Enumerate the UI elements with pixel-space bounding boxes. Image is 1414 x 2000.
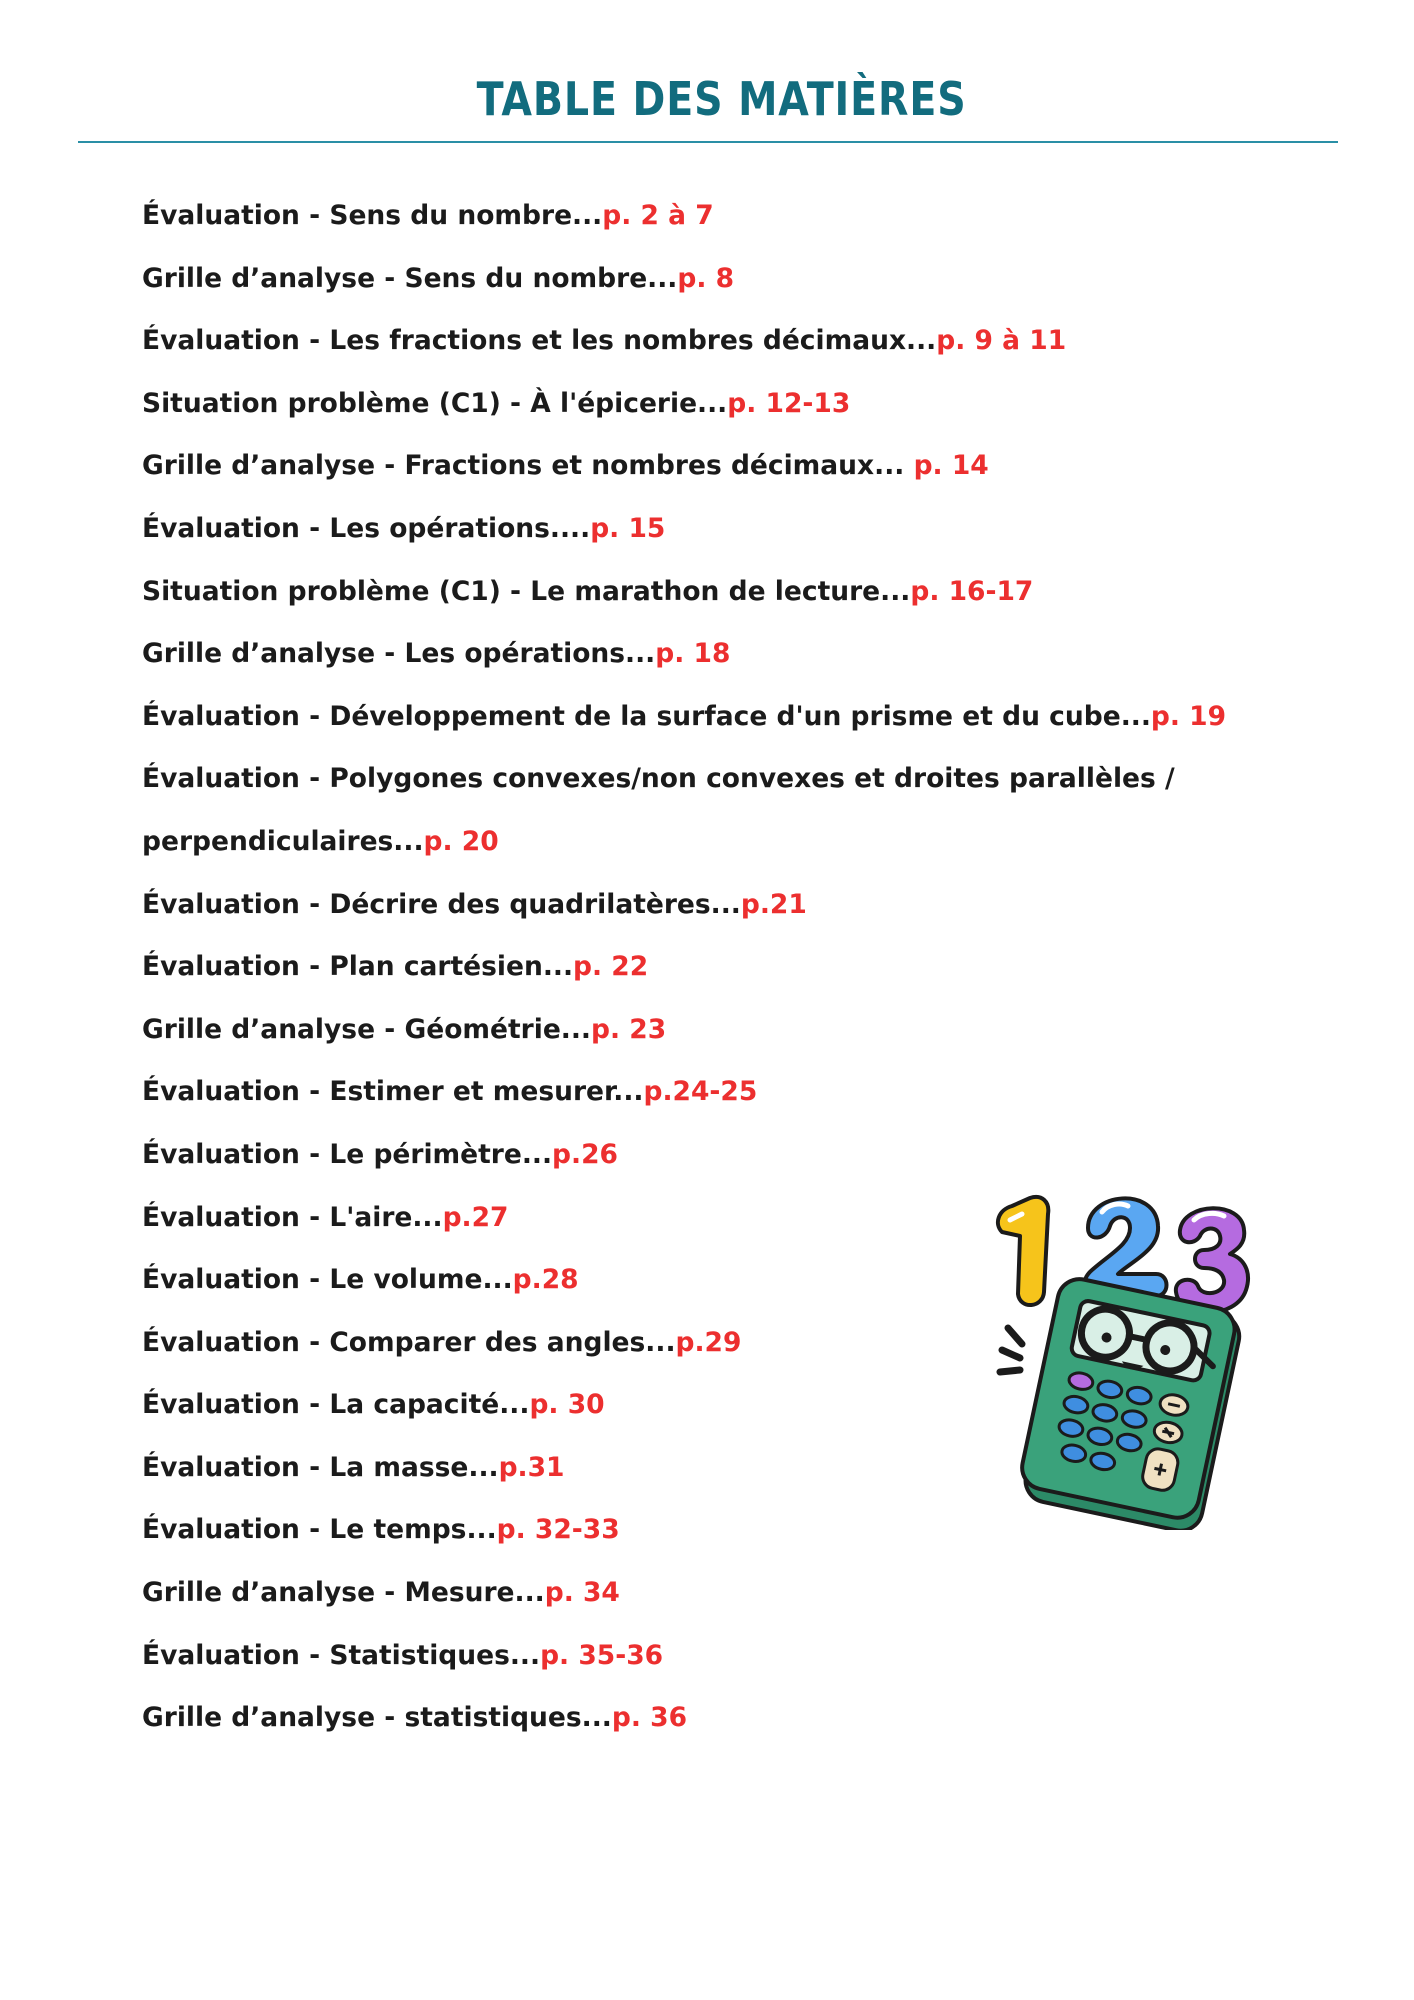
toc-entry bbox=[142, 757, 1175, 820]
toc-entry-title: Grille d’analyse - Fractions et nombres décimaux... bbox=[142, 450, 914, 482]
toc-entry-page: p.24-25 bbox=[643, 1076, 758, 1108]
toc-entry bbox=[142, 1634, 1142, 1697]
toc-entry-page: p. 15 bbox=[590, 512, 666, 544]
toc-entry-page: p. 35-36 bbox=[540, 1639, 664, 1671]
toc-entry bbox=[142, 1008, 1142, 1071]
toc-entry-page: p. 19 bbox=[1150, 700, 1227, 732]
toc-entry-page: p.26 bbox=[552, 1138, 618, 1170]
toc-entry-title: Évaluation - Comparer des angles... bbox=[142, 1326, 676, 1358]
toc-entry-title: Évaluation - La masse... bbox=[142, 1451, 499, 1483]
toc-entry bbox=[142, 507, 1142, 570]
toc-entry bbox=[142, 444, 1142, 507]
toc-entry-title: Grille d’analyse - Mesure... bbox=[142, 1577, 545, 1609]
toc-entry bbox=[142, 570, 1142, 633]
toc-entry-title: Évaluation - Les fractions et les nombres décimaux... bbox=[142, 325, 937, 357]
toc-entry-title: Évaluation - Estimer et mesurer... bbox=[142, 1076, 644, 1108]
toc-entry-title: Évaluation - Polygones convexes/non convexes et droites parallèles / bbox=[142, 763, 1175, 795]
toc-entry-page: p.29 bbox=[675, 1326, 742, 1358]
toc-entry-page: p.31 bbox=[498, 1451, 565, 1483]
number-one-icon bbox=[998, 1197, 1048, 1305]
toc-entry bbox=[142, 632, 1142, 695]
toc-entry-page: p. 36 bbox=[611, 1702, 688, 1734]
toc-entry-title: Évaluation - Statistiques... bbox=[142, 1639, 541, 1671]
toc-entry-page: p. 34 bbox=[544, 1577, 620, 1609]
toc-entry-title: Grille d’analyse - Les opérations... bbox=[142, 638, 656, 670]
title-underline bbox=[78, 141, 1338, 143]
toc-entry-title: Évaluation - La capacité... bbox=[142, 1389, 530, 1421]
toc-entry-title: Évaluation - Les opérations.... bbox=[142, 512, 591, 544]
toc-entry-title: Grille d’analyse - statistiques... bbox=[142, 1702, 612, 1734]
toc-entry-title: perpendiculaires... bbox=[142, 825, 424, 857]
toc-entry-page: p. 18 bbox=[655, 638, 731, 670]
toc-entry bbox=[142, 820, 1142, 883]
calculator-with-numbers-icon bbox=[980, 1180, 1280, 1530]
number-three-icon bbox=[1176, 1208, 1248, 1313]
toc-entry bbox=[142, 883, 1142, 946]
toc-entry-title: Évaluation - Décrire des quadrilatères... bbox=[142, 888, 741, 920]
toc-entry-title: Évaluation - Sens du nombre... bbox=[142, 200, 603, 231]
toc-entry bbox=[142, 695, 1227, 758]
calculator-icon bbox=[1016, 1275, 1245, 1530]
toc-entry-page: p. 20 bbox=[423, 825, 499, 857]
toc-entry-title: Grille d’analyse - Géométrie... bbox=[142, 1013, 591, 1045]
toc-entry bbox=[142, 257, 1142, 320]
toc-entry-page: p. 32-33 bbox=[496, 1514, 620, 1546]
toc-entry bbox=[142, 945, 1142, 1008]
toc-entry-title: Évaluation - Le périmètre... bbox=[142, 1138, 553, 1170]
page-title: TABLE DES MATIÈRES bbox=[476, 72, 967, 126]
toc-entry-page: p. 8 bbox=[677, 262, 735, 294]
toc-entry-page: p. 12-13 bbox=[727, 387, 851, 419]
toc-entry-page: p. 2 à 7 bbox=[602, 200, 714, 231]
toc-entry-page: p. 22 bbox=[573, 951, 649, 983]
toc-entry bbox=[142, 194, 1142, 257]
toc-entry-page: p.21 bbox=[740, 888, 807, 920]
toc-entry bbox=[142, 1070, 1142, 1133]
toc-entry-title: Grille d’analyse - Sens du nombre... bbox=[142, 262, 678, 294]
toc-entry bbox=[142, 1696, 1142, 1759]
toc-entry-title: Évaluation - L'aire... bbox=[142, 1201, 443, 1233]
toc-entry-page: p.28 bbox=[512, 1264, 579, 1296]
toc-entry bbox=[142, 319, 1142, 382]
toc-entry-page: p. 16-17 bbox=[910, 575, 1034, 607]
toc-entry-page: p. 23 bbox=[591, 1013, 667, 1045]
toc-entry-title: Situation problème (C1) - Le marathon de lecture... bbox=[142, 575, 911, 607]
toc-entry-page: p. 9 à 11 bbox=[936, 325, 1067, 357]
toc-entry bbox=[142, 1571, 1142, 1634]
toc-entry-page: p. 14 bbox=[913, 450, 989, 482]
toc-entry-title: Situation problème (C1) - À l'épicerie... bbox=[142, 387, 728, 419]
toc-entry-title: Évaluation - Plan cartésien... bbox=[142, 951, 574, 983]
toc-entry bbox=[142, 382, 1142, 445]
toc-entry-page: p. 30 bbox=[529, 1389, 605, 1421]
toc-entry-title: Évaluation - Le temps... bbox=[142, 1514, 497, 1546]
toc-entry-title: Évaluation - Le volume... bbox=[142, 1264, 513, 1296]
toc-entry-title: Évaluation - Développement de la surface d'un prisme et du cube... bbox=[142, 700, 1151, 732]
toc-entry-page: p.27 bbox=[442, 1201, 509, 1233]
